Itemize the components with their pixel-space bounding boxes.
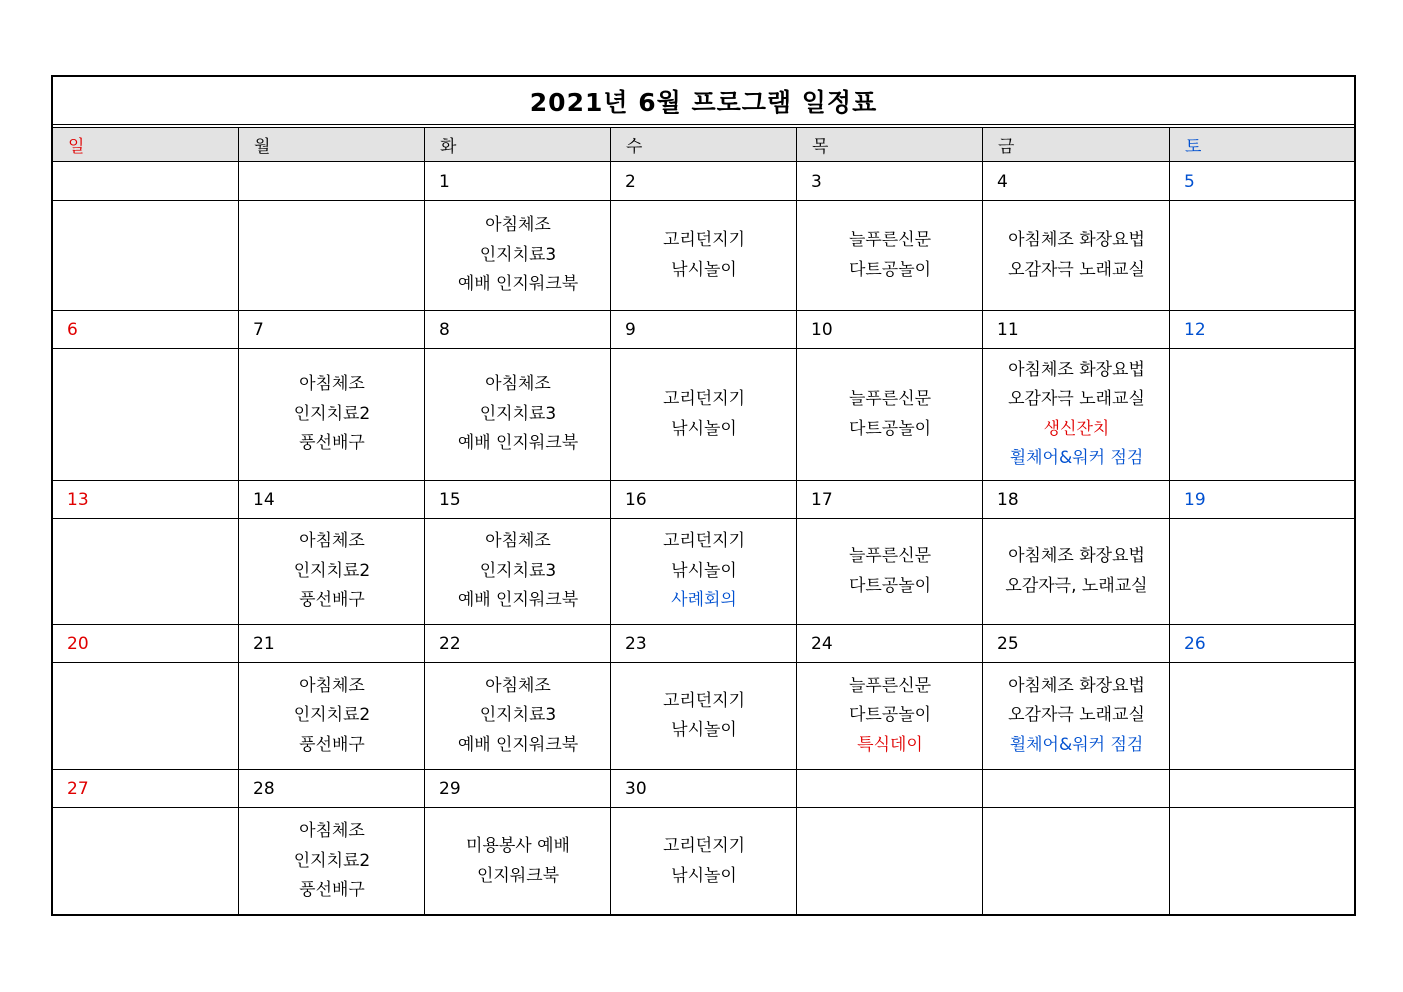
column-divider bbox=[610, 128, 611, 914]
activity-cell bbox=[611, 519, 797, 624]
date-cell bbox=[797, 770, 983, 807]
activity-cell bbox=[611, 808, 797, 915]
date-cell: 27 bbox=[67, 778, 89, 799]
row-divider bbox=[53, 480, 1354, 481]
page-title: 2021년 6월 프로그램 일정표 bbox=[529, 87, 878, 117]
activity-item: 미용봉사 예배 bbox=[466, 836, 570, 856]
activity-item: 아침체조 bbox=[299, 675, 365, 696]
activity-item: 아침체조 화장요법 bbox=[1008, 359, 1145, 380]
activity-cell bbox=[983, 808, 1170, 915]
date-cell: 20 bbox=[67, 633, 89, 654]
activity-item: 오감자극, 노래교실 bbox=[1005, 575, 1148, 596]
activity-item: 풍선배구 bbox=[299, 590, 365, 611]
row-divider bbox=[53, 348, 1354, 349]
activity-cell bbox=[239, 808, 425, 915]
activity-cell bbox=[1170, 663, 1354, 769]
date-cell: 13 bbox=[67, 489, 89, 510]
activity-item: 풍선배구 bbox=[299, 734, 365, 755]
activity-cell bbox=[983, 349, 1170, 480]
activity-item: 늘푸른신문 bbox=[848, 675, 932, 696]
weekday-header-tue: 화 bbox=[440, 137, 457, 157]
date-cell: 29 bbox=[439, 778, 461, 799]
activity-cell bbox=[53, 663, 239, 769]
activity-cell bbox=[53, 201, 239, 310]
date-cell: 5 bbox=[1184, 171, 1195, 192]
activity-item: 고리던지기 bbox=[662, 230, 746, 250]
activity-item: 낚시놀이 bbox=[671, 865, 737, 886]
activity-cell bbox=[1170, 349, 1354, 480]
activity-cell bbox=[983, 663, 1170, 769]
date-cell: 12 bbox=[1184, 319, 1206, 340]
weekday-header-thu: 목 bbox=[812, 137, 829, 157]
row-divider bbox=[53, 769, 1354, 770]
activity-item: 아침체조 bbox=[299, 374, 365, 395]
activity-cell bbox=[239, 349, 425, 480]
activity-cell bbox=[53, 519, 239, 624]
activity-item: 고리던지기 bbox=[662, 389, 746, 409]
date-cell: 15 bbox=[439, 489, 461, 510]
activity-cell bbox=[797, 201, 983, 310]
activity-cell bbox=[797, 663, 983, 769]
column-divider bbox=[1169, 128, 1170, 914]
activity-cell bbox=[797, 349, 983, 480]
date-cell bbox=[239, 163, 425, 200]
activity-cell bbox=[797, 519, 983, 624]
activity-item: 인지치료3 bbox=[479, 705, 557, 726]
activity-cell bbox=[983, 519, 1170, 624]
column-divider bbox=[238, 128, 239, 914]
activity-item: 예배 인지워크북 bbox=[457, 590, 579, 611]
weekday-header-row bbox=[53, 128, 1354, 162]
row-divider bbox=[53, 518, 1354, 519]
date-cell: 1 bbox=[439, 171, 450, 192]
activity-item: 사례회의 bbox=[671, 590, 737, 611]
date-cell: 8 bbox=[439, 319, 450, 340]
activity-item: 예배 인지워크북 bbox=[457, 734, 579, 755]
activity-cell bbox=[425, 519, 611, 624]
date-cell bbox=[983, 770, 1170, 807]
activity-item: 아침체조 bbox=[299, 531, 365, 552]
activity-item: 휠체어&워커 점검 bbox=[1009, 734, 1144, 755]
activity-item: 생신잔치 bbox=[1043, 418, 1110, 439]
activity-item: 아침체조 bbox=[485, 531, 551, 552]
activity-cell bbox=[239, 519, 425, 624]
activity-item: 낚시놀이 bbox=[671, 720, 737, 740]
date-cell: 18 bbox=[997, 489, 1019, 510]
weekday-header-mon: 월 bbox=[254, 137, 271, 157]
row-divider bbox=[53, 807, 1354, 808]
activity-cell bbox=[425, 663, 611, 769]
activity-cell bbox=[1170, 808, 1354, 915]
column-divider bbox=[982, 128, 983, 914]
activity-item: 인지워크북 bbox=[476, 865, 560, 886]
activity-cell bbox=[53, 808, 239, 915]
activity-item: 인지치료2 bbox=[293, 705, 371, 726]
column-divider bbox=[424, 128, 425, 914]
calendar-table bbox=[51, 75, 1356, 916]
activity-item: 다트공놀이 bbox=[848, 705, 932, 726]
activity-item: 아침체조 화장요법 bbox=[1008, 546, 1145, 566]
activity-item: 인지치료2 bbox=[293, 560, 371, 581]
date-cell: 19 bbox=[1184, 489, 1206, 510]
activity-cell bbox=[797, 808, 983, 915]
date-cell: 26 bbox=[1184, 633, 1206, 654]
date-cell: 7 bbox=[253, 319, 264, 340]
activity-item: 오감자극 노래교실 bbox=[1008, 705, 1145, 726]
activity-cell bbox=[611, 201, 797, 310]
activity-cell bbox=[611, 663, 797, 769]
activity-item: 아침체조 bbox=[485, 675, 551, 696]
weekday-header-fri: 금 bbox=[998, 137, 1015, 157]
date-cell: 21 bbox=[253, 633, 275, 654]
activity-cell bbox=[611, 349, 797, 480]
date-cell: 6 bbox=[67, 319, 78, 340]
date-cell: 23 bbox=[625, 633, 647, 654]
activity-cell bbox=[53, 349, 239, 480]
date-cell: 22 bbox=[439, 633, 461, 654]
date-cell: 16 bbox=[625, 489, 647, 510]
activity-cell bbox=[1170, 201, 1354, 310]
activity-item: 다트공놀이 bbox=[848, 575, 932, 596]
activity-item: 오감자극 노래교실 bbox=[1008, 259, 1145, 280]
activity-item: 인지치료3 bbox=[479, 244, 557, 265]
activity-item: 다트공놀이 bbox=[848, 259, 932, 280]
weekday-header-sat: 토 bbox=[1185, 137, 1202, 157]
activity-item: 고리던지기 bbox=[662, 836, 746, 856]
activity-item: 아침체조 화장요법 bbox=[1008, 675, 1145, 696]
activity-cell bbox=[425, 349, 611, 480]
date-cell: 9 bbox=[625, 319, 636, 340]
date-cell: 25 bbox=[997, 633, 1019, 654]
activity-item: 다트공놀이 bbox=[848, 418, 932, 439]
row-divider bbox=[53, 310, 1354, 311]
activity-item: 예배 인지워크북 bbox=[457, 433, 579, 454]
activity-item: 늘푸른신문 bbox=[848, 546, 932, 566]
weekday-header-wed: 수 bbox=[626, 137, 643, 157]
activity-cell bbox=[425, 201, 611, 310]
activity-item: 인지치료2 bbox=[293, 403, 371, 424]
weekday-header-sun: 일 bbox=[68, 137, 85, 157]
activity-cell bbox=[983, 201, 1170, 310]
activity-item: 낚시놀이 bbox=[671, 560, 737, 581]
date-cell: 28 bbox=[253, 778, 275, 799]
date-cell: 11 bbox=[997, 319, 1019, 340]
activity-cell bbox=[1170, 519, 1354, 624]
date-cell: 30 bbox=[625, 778, 647, 799]
date-cell: 17 bbox=[811, 489, 833, 510]
activity-item: 예배 인지워크북 bbox=[457, 274, 579, 295]
activity-item: 고리던지기 bbox=[662, 690, 746, 711]
activity-item: 아침체조 bbox=[299, 821, 365, 842]
date-cell bbox=[1170, 770, 1354, 807]
row-divider bbox=[53, 662, 1354, 663]
activity-item: 오감자극 노래교실 bbox=[1008, 389, 1145, 409]
row-divider bbox=[53, 624, 1354, 625]
activity-item: 풍선배구 bbox=[299, 433, 365, 454]
activity-item: 늘푸른신문 bbox=[848, 389, 932, 409]
date-cell: 3 bbox=[811, 171, 822, 192]
activity-item: 아침체조 bbox=[485, 374, 551, 395]
activity-item: 특식데이 bbox=[857, 734, 923, 755]
activity-item: 늘푸른신문 bbox=[848, 230, 932, 250]
activity-item: 낚시놀이 bbox=[671, 259, 737, 280]
date-cell: 2 bbox=[625, 171, 636, 192]
date-cell: 10 bbox=[811, 319, 833, 340]
activity-item: 낚시놀이 bbox=[671, 418, 737, 439]
activity-item: 아침체조 화장요법 bbox=[1008, 230, 1145, 250]
activity-item: 인지치료2 bbox=[293, 850, 371, 871]
activity-item: 인지치료3 bbox=[479, 560, 557, 581]
activity-item: 아침체조 bbox=[485, 215, 551, 236]
activity-item: 휠체어&워커 점검 bbox=[1009, 448, 1144, 468]
activity-cell bbox=[425, 808, 611, 915]
column-divider bbox=[796, 128, 797, 914]
activity-item: 인지치료3 bbox=[479, 403, 557, 424]
activity-cell bbox=[239, 663, 425, 769]
date-cell: 4 bbox=[997, 171, 1008, 192]
activity-cell bbox=[239, 201, 425, 310]
activity-item: 풍선배구 bbox=[299, 880, 365, 901]
date-cell: 24 bbox=[811, 633, 833, 654]
row-divider bbox=[53, 200, 1354, 201]
activity-item: 고리던지기 bbox=[662, 531, 746, 552]
date-cell bbox=[53, 163, 239, 200]
date-cell: 14 bbox=[253, 489, 275, 510]
